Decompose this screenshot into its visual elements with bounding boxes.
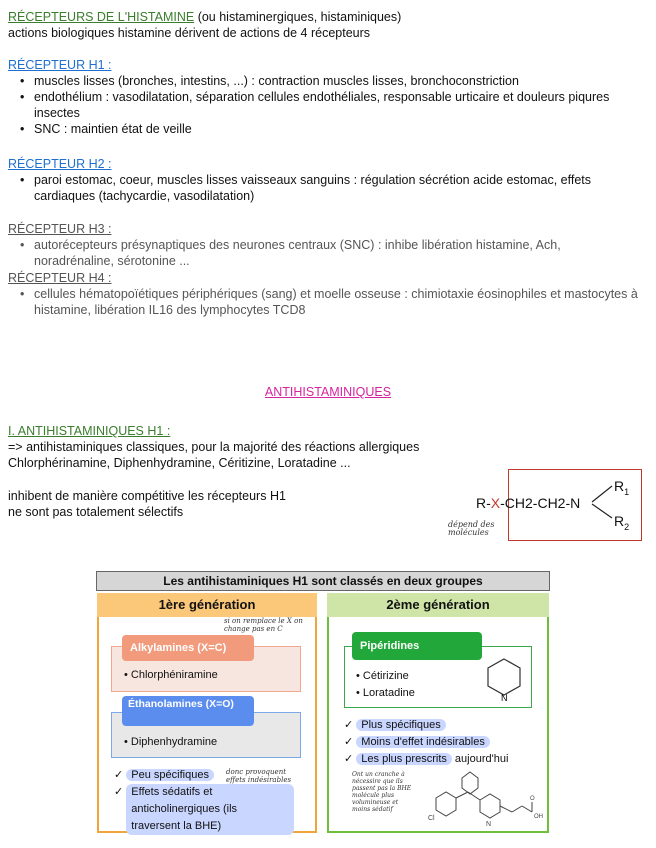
chem-note: dépend des molécules — [448, 520, 495, 537]
chem-r1: $R_1$ — [614, 478, 630, 497]
svg-text:O: O — [530, 796, 535, 802]
h1-title: RÉCEPTEUR H1 : — [8, 58, 112, 72]
piper-label: Pipéridines — [352, 632, 482, 660]
ethanol-label: Éthanolamines (X=O) — [122, 696, 254, 726]
list-item: • Loratadine — [356, 687, 415, 699]
piper-items — [356, 668, 415, 702]
h2-title: RÉCEPTEUR H2 : — [8, 157, 112, 171]
alkyl-item: • Chlorphéniramine — [124, 669, 218, 681]
histamine-heading — [8, 9, 401, 25]
list-item: • cellules hématopoïétiques périphériques (sang) et moelle osseuse : chimiotaxie éosinophiles et mastocytes à histamine, libération IL16 des lymphocytes TCD8 — [8, 286, 644, 318]
list-item: ✓ Peu spécifiques — [114, 767, 294, 784]
molecule-structure-icon — [418, 768, 542, 830]
h4-title: RÉCEPTEUR H4 : — [8, 271, 112, 285]
gen2-bullets — [344, 717, 544, 768]
svg-text:OH: OH — [534, 814, 543, 820]
histamine-subtitle: actions biologiques histamine dérivent de actions de 4 récepteurs — [8, 26, 371, 40]
list-item: • SNC : maintien état de veille — [8, 121, 648, 137]
list-item: ✓ Les plus prescrits aujourd'hui — [344, 753, 509, 765]
list-item: ✓ Effets sédatifs et anticholinergiques (ils traversent la BHE) — [114, 784, 294, 835]
antihist-section1-title: I. ANTIHISTAMINIQUES H1 : — [8, 424, 171, 438]
infographic-title: Les antihistaminiques H1 sont classés en deux groupes — [96, 571, 550, 591]
svg-text:N: N — [486, 821, 492, 828]
antihist-line1: => antihistaminiques classiques, pour la majorité des réactions allergiques — [8, 440, 420, 454]
antihist-title: ANTIHISTAMINIQUES — [264, 385, 392, 399]
antihist-line2: Chlorphérinamine, Diphenhydramine, Céritizine, Loratadine ... — [8, 456, 351, 470]
gen2-title: 2ème génération — [327, 593, 549, 617]
ethanol-item: • Diphenhydramine — [124, 736, 218, 748]
histamine-title-rest: (ou histaminergiques, histaminiques) — [194, 10, 402, 24]
alkyl-note: si on remplace le X on change pas en C — [224, 617, 303, 633]
h1-list — [8, 73, 648, 137]
h2-list — [8, 172, 640, 204]
gen1-title: 1ère génération — [97, 593, 317, 617]
antihist-line4: ne sont pas totalement sélectifs — [8, 505, 184, 519]
list-item: • Cétirizine — [356, 670, 409, 682]
chem-x: X — [490, 495, 501, 511]
h3-title: RÉCEPTEUR H3 : — [8, 222, 112, 236]
piperidine-ring-icon — [484, 655, 524, 703]
chem-formula: R-X-CH2-CH2-N — [476, 495, 581, 511]
svg-text:Cl: Cl — [428, 815, 435, 822]
svg-text:N: N — [501, 693, 508, 703]
list-item: ✓ Plus spécifiques — [344, 717, 544, 734]
list-item: • paroi estomac, coeur, muscles lisses vaisseaux sanguins : régulation sécrétion acide estomac, effets cardiaques (tachycardie, vasodilatation) — [8, 172, 640, 204]
gen1-note: donc provoquent effets indésirables — [226, 768, 292, 784]
antihist-line3: inhibent de manière compétitive les récepteurs H1 — [8, 489, 286, 503]
list-item: • muscles lisses (bronches, intestins, ...) : contraction muscles lisses, bronchoconstriction — [8, 73, 648, 89]
histamine-title: RÉCEPTEURS DE L'HISTAMINE — [8, 10, 195, 24]
gen2-note: Ont un cranche à nécessire que ils passent pas la BHE molécule plus volumineuse et moins sédatif — [352, 771, 412, 813]
h4-list — [8, 286, 644, 318]
chem-r2: $R_2$ — [614, 513, 630, 532]
h3-list — [8, 237, 644, 269]
list-item: • autorécepteurs présynaptiques des neurones centraux (SNC) : inhibe libération histamine, Ach, noradrénaline, sérotonine ... — [8, 237, 644, 269]
list-item: ✓ Moins d'effet indésirables — [344, 734, 544, 751]
alkyl-label: Alkylamines (X=C) — [122, 635, 254, 661]
list-item: • endothélium : vasodilatation, séparation cellules endothéliales, responsable urticaire et douleurs piqures insectes — [8, 89, 648, 121]
